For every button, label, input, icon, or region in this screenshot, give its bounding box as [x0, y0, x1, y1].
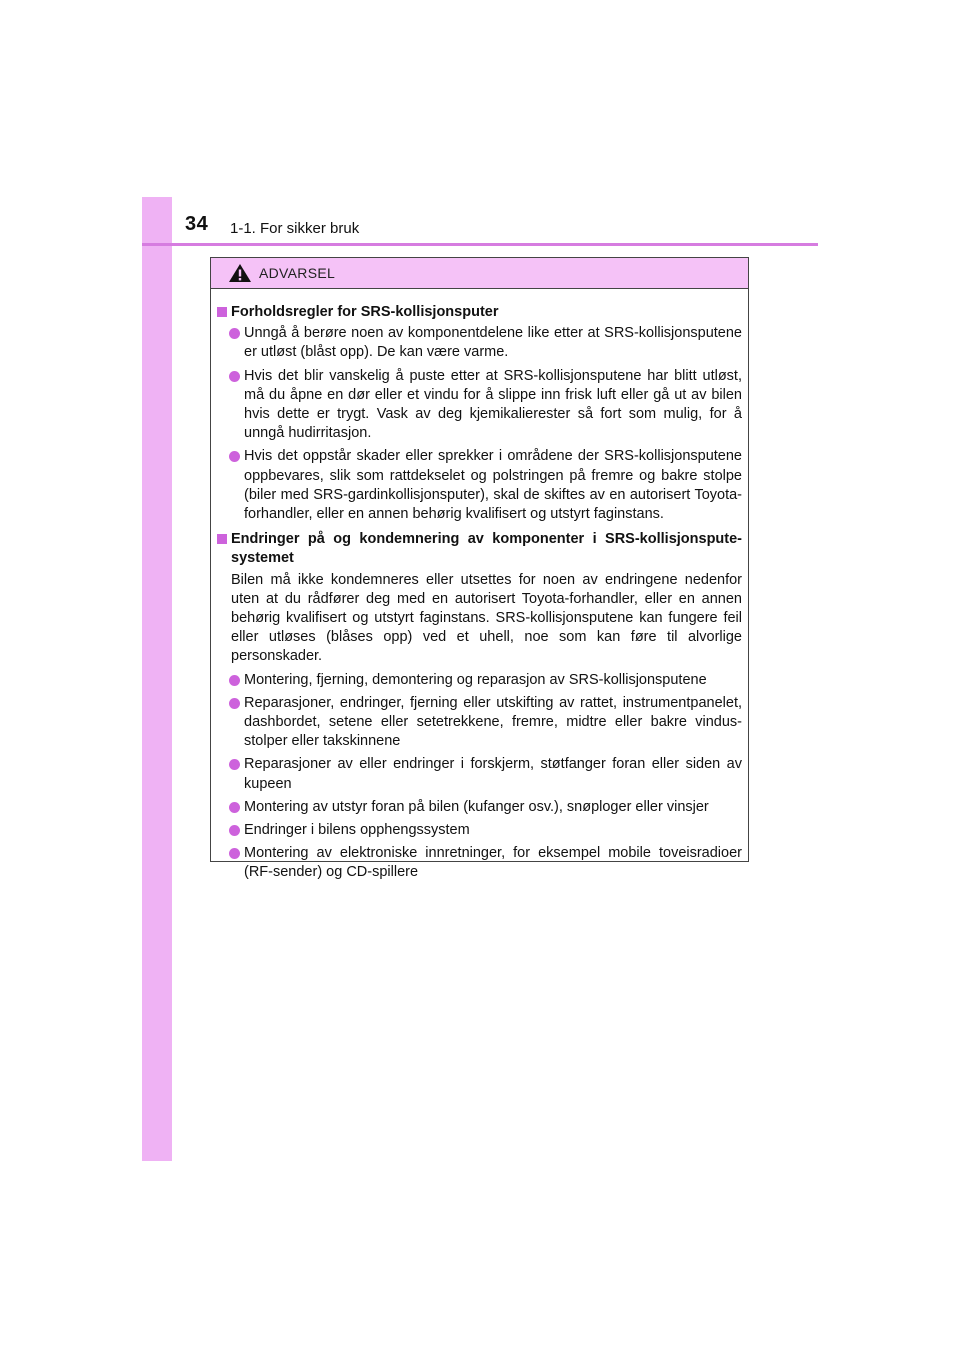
- section-heading: [217, 303, 742, 322]
- list-item: [229, 671, 742, 690]
- list-item: [229, 447, 742, 524]
- list-item: [229, 821, 742, 840]
- list-item-text: Endringer i bilens opphengssystem: [244, 822, 470, 839]
- list-item-text: Reparasjoner, endringer, fjerning eller utskifting av rattet, instrumentpanelet, dashbordet, setene eller setetrekkene, fremre, midtre eller bakre vindus-stolper eller takskinnene: [244, 694, 742, 750]
- list-item-text: Hvis det oppstår skader eller sprekker i områdene der SRS-kollisjonsputene oppbevares, slik som rattdekselet og polstringen på fremre og bakre stolpe (biler med SRS-gardinkollisjonsputer), skal de skiftes av en autorisert Toyota-forhandler, eller en annen behørig kvalifisert og utstyrt faginstans.: [244, 448, 742, 523]
- section-heading-text: Endringer på og kondemnering av komponenter i SRS-kollisjonspute-systemet: [231, 531, 742, 567]
- round-bullet-icon: [229, 802, 240, 813]
- list-item: [229, 755, 742, 793]
- list-item: [229, 324, 742, 362]
- list-item-text: Hvis det blir vanskelig å puste etter at SRS-kollisjonsputene har blitt utløst, må du åpne en dør eller et vindu for å slippe inn frisk luft eller gå ut av bilen hvis dette er trygt. Vask av deg kjemikalierester så fort som mulig, for å unngå hudirritasjon.: [244, 367, 742, 442]
- list-item-text: Montering av elektroniske innretninger, for eksempel mobile toveisradioer (RF-sender) og CD-spillere: [244, 845, 742, 881]
- list-item: [229, 367, 742, 444]
- page-number: 34: [185, 213, 209, 235]
- section-heading-text: Forholdsregler for SRS-kollisjonsputer: [231, 304, 499, 320]
- section-title: 1-1. For sikker bruk: [230, 220, 360, 237]
- square-bullet-icon: [217, 534, 227, 544]
- warning-body: [211, 289, 748, 883]
- chapter-side-tab: [142, 197, 172, 1161]
- round-bullet-icon: [229, 451, 240, 462]
- warning-header: [211, 258, 748, 289]
- header-divider: [142, 243, 818, 246]
- round-bullet-icon: [229, 328, 240, 339]
- list-item: [229, 844, 742, 882]
- warning-triangle-icon: [228, 263, 252, 283]
- list-item-text: Montering av utstyr foran på bilen (kufanger osv.), snøploger eller vinsjer: [244, 798, 709, 815]
- list-item: [229, 694, 742, 752]
- square-bullet-icon: [217, 307, 227, 317]
- list-item-text: Reparasjoner av eller endringer i forskjerm, støtfanger foran eller siden av kupeen: [244, 756, 742, 792]
- warning-box: [210, 257, 749, 881]
- round-bullet-icon: [229, 371, 240, 382]
- round-bullet-icon: [229, 698, 240, 709]
- list-item-text: Unngå å berøre noen av komponentdelene like etter at SRS-kollisjonsputene er utløst (blåst opp). De kan være varme.: [244, 325, 742, 361]
- round-bullet-icon: [229, 825, 240, 836]
- round-bullet-icon: [229, 759, 240, 770]
- round-bullet-icon: [229, 675, 240, 686]
- section-paragraph: Bilen må ikke kondemneres eller utsettes for noen av endringene nedenfor uten at du rådfører deg med en autorisert Toyota-forhandler, eller en annen behørig kvalifisert og utstyrt faginstans. SRS-kollisjonsputene kan fungere feil eller utløses (blåses opp) ved et uhell, noe som kan føre til alvorlige personskader.: [231, 571, 742, 665]
- list-item-text: Montering, fjerning, demontering og reparasjon av SRS-kollisjonsputene: [244, 671, 707, 688]
- warning-title: ADVARSEL: [259, 265, 336, 281]
- round-bullet-icon: [229, 848, 240, 859]
- list-item: [229, 798, 742, 817]
- section-heading: [217, 530, 742, 568]
